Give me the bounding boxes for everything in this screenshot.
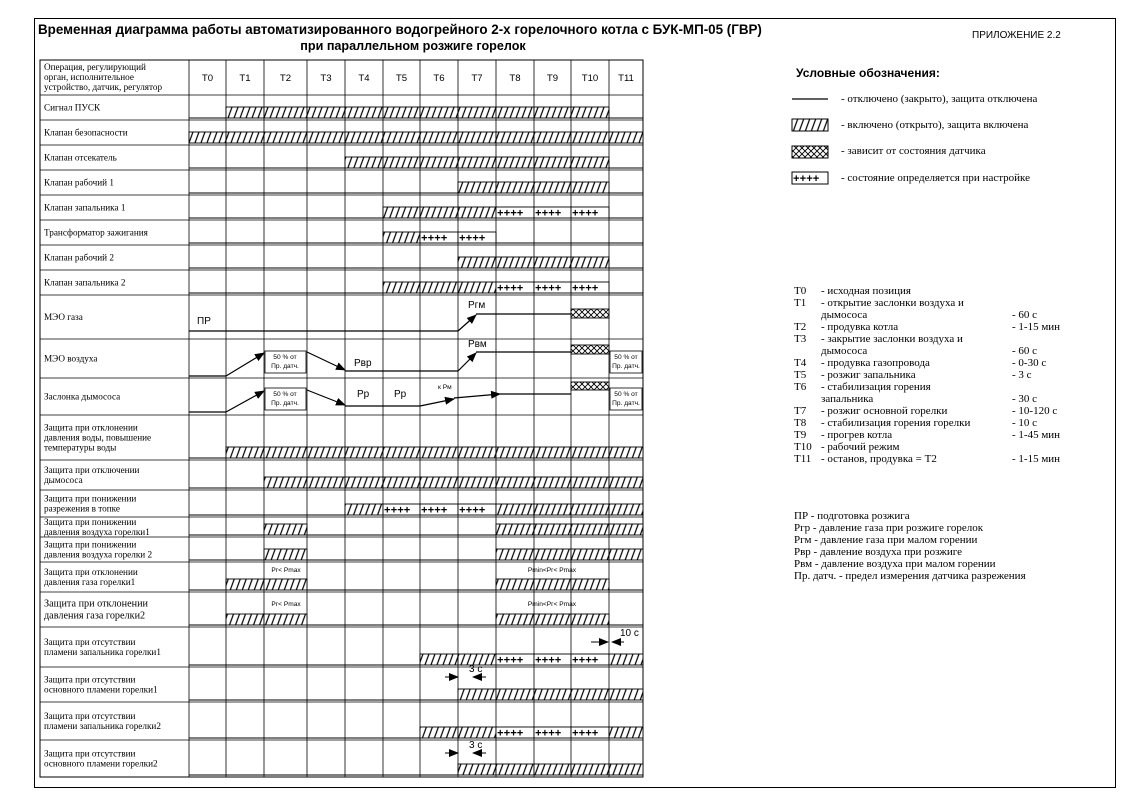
- state-on-bar: [458, 282, 496, 293]
- stage-dur: - 1-15 мин: [1012, 321, 1061, 333]
- abbreviation-item: ПР - подготовка розжига: [794, 510, 910, 522]
- state-on-bar: [534, 447, 571, 458]
- state-on-bar: [496, 132, 534, 143]
- hatch-icon: [792, 119, 828, 131]
- column-header-t9: T9: [546, 73, 559, 84]
- abbreviation-item: Рвр - давление воздуха при розжиге: [794, 546, 963, 558]
- state-on-bar: [571, 107, 609, 118]
- state-on-bar: [496, 504, 534, 515]
- state-on-bar: [458, 689, 496, 700]
- state-on-bar: [383, 207, 420, 218]
- abbreviation-item: Рвм - давление воздуха при малом горении: [794, 558, 996, 570]
- state-on-bar: [226, 132, 264, 143]
- state-on-bar: [534, 524, 571, 535]
- row-label-line: Клапан безопасности: [44, 127, 128, 138]
- stage-code: T7: [794, 405, 807, 417]
- state-on-bar: [571, 579, 609, 590]
- stage-dur: - 30 с: [1012, 393, 1038, 405]
- state-on-bar: [496, 477, 534, 488]
- state-setup-marks: ++++: [497, 655, 524, 668]
- state-on-bar: [383, 282, 420, 293]
- row-label-line: МЭО газа: [44, 312, 83, 322]
- meo-air-sensor-bar: [571, 345, 609, 354]
- damper-open-arrow: [226, 391, 264, 412]
- meo-air-rise-arrow: [458, 353, 476, 371]
- stage-dur: - 0-30 с: [1012, 357, 1047, 369]
- stage-desc: - продувка котла: [821, 321, 899, 333]
- state-on-bar: [571, 447, 609, 458]
- stage-code: T6: [794, 381, 807, 393]
- abbreviation-item: Пр. датч. - предел измерения датчика разрежения: [794, 570, 1026, 582]
- state-on-bar: [420, 654, 458, 665]
- stage-code: T5: [794, 369, 807, 381]
- appendix-label: ПРИЛОЖЕНИЕ 2.2: [972, 30, 1061, 41]
- row-label-line: Клапан рабочий 2: [44, 252, 114, 263]
- row-label-line: Клапан отсекатель: [44, 152, 117, 163]
- state-on-bar: [226, 579, 264, 590]
- legend-item-on: - включено (открыто), защита включена: [841, 119, 1029, 131]
- state-on-bar: [420, 207, 458, 218]
- state-on-bar: [571, 504, 609, 515]
- row-label-line: давления газа горелки1: [44, 577, 136, 587]
- state-on-bar: [534, 549, 571, 560]
- state-setup-marks: ++++: [535, 728, 562, 741]
- state-on-bar: [458, 447, 496, 458]
- svg-text:++++: ++++: [793, 174, 820, 186]
- gas2-pressure-limit: Pг< Pmax: [271, 601, 301, 608]
- gas1-pressure-range: Pmin<Pг< Pmax: [527, 567, 577, 574]
- state-on-bar: [458, 257, 496, 268]
- crosshatch-icon: [792, 146, 828, 158]
- legend-item-sensor: - зависит от состояния датчика: [841, 145, 986, 157]
- state-on-bar: [383, 132, 420, 143]
- column-header-t8: T8: [509, 73, 521, 84]
- state-on-bar: [496, 689, 534, 700]
- column-header-t2: T2: [279, 73, 292, 84]
- state-on-bar: [609, 132, 643, 143]
- state-on-bar: [571, 182, 609, 193]
- state-setup-marks: ++++: [421, 233, 448, 246]
- state-on-bar: [534, 132, 571, 143]
- damper-pct-line2: Пр. датч.: [271, 400, 299, 407]
- state-on-bar: [264, 132, 307, 143]
- row-label-line: пламени запальника горелки2: [44, 721, 161, 731]
- state-on-bar: [571, 257, 609, 268]
- stage-code: T11: [794, 453, 812, 465]
- legend-icons: [790, 88, 840, 198]
- state-on-bar: [496, 579, 534, 590]
- state-on-bar: [496, 549, 534, 560]
- state-on-bar: [534, 614, 571, 625]
- state-on-bar: [534, 764, 571, 775]
- row-label-line: Защита при отсутствии: [44, 674, 136, 685]
- stage-dur: - 60 с: [1012, 309, 1038, 321]
- state-on-bar: [307, 447, 345, 458]
- state-on-bar: [420, 477, 458, 488]
- state-on-bar: [345, 132, 383, 143]
- corner-label-line: Операция, регулирующий: [44, 62, 146, 72]
- state-on-bar: [264, 107, 307, 118]
- stage-desc: запальника: [821, 393, 874, 405]
- state-on-bar: [420, 282, 458, 293]
- state-on-bar: [609, 549, 643, 560]
- state-on-bar: [420, 132, 458, 143]
- damper-rise-arrow: [454, 394, 500, 398]
- state-on-bar: [496, 107, 534, 118]
- row-label-line: Клапан запальника 1: [44, 202, 126, 213]
- stage-desc: - стабилизация горения: [821, 381, 931, 393]
- meo-air-stop-pct-line2: Пр. датч.: [612, 363, 640, 370]
- stage-desc: - закрытие заслонки воздуха и: [821, 333, 963, 345]
- legend-title: Условные обозначения:: [796, 66, 940, 80]
- state-on-bar: [571, 764, 609, 775]
- damper-kpm-label: к Рм: [438, 384, 452, 391]
- row-label-line: Защита при понижении: [44, 493, 137, 504]
- state-setup-marks: ++++: [459, 233, 486, 246]
- meo-air-open-arrow: [226, 353, 264, 376]
- state-on-bar: [420, 447, 458, 458]
- gas2-pressure-range: Pmin<Pг< Pmax: [527, 601, 577, 608]
- stage-code: T2: [794, 321, 807, 333]
- row-label-line: Клапан рабочий 1: [44, 177, 114, 188]
- state-on-bar: [496, 182, 534, 193]
- row-label-line: Защита при отклонении: [44, 598, 148, 610]
- state-on-bar: [609, 447, 643, 458]
- stage-desc: - продувка газопровода: [821, 357, 930, 369]
- state-on-bar: [534, 257, 571, 268]
- state-on-bar: [571, 132, 609, 143]
- column-header-t5: T5: [395, 73, 408, 84]
- state-on-bar: [571, 157, 609, 168]
- state-on-bar: [345, 107, 383, 118]
- state-on-bar: [609, 654, 643, 665]
- pilot1-timeout-label: 10 с: [620, 628, 639, 639]
- row-label-line: основного пламени горелки2: [44, 758, 158, 769]
- row-label-line: давления газа горелки2: [44, 610, 146, 622]
- column-header-t11: T11: [618, 73, 634, 84]
- state-on-bar: [307, 477, 345, 488]
- state-on-bar: [609, 727, 643, 738]
- meo-air-close-arrow: [307, 352, 345, 370]
- meo-air-stop-pct-line1: 50 % от: [614, 354, 638, 361]
- row-label-line: Защита при отключении: [44, 465, 140, 475]
- stage-dur: - 1-45 мин: [1012, 429, 1061, 441]
- row-label-line: Трансформатор зажигания: [44, 227, 148, 238]
- state-setup-marks: ++++: [572, 728, 599, 741]
- state-on-bar: [420, 157, 458, 168]
- row-label-line: дымососа: [44, 475, 83, 485]
- state-on-bar: [226, 107, 264, 118]
- column-header-t1: T1: [239, 73, 251, 84]
- state-on-bar: [496, 614, 534, 625]
- row-label-line: МЭО воздуха: [44, 353, 98, 364]
- meo-air-rvm-label: Рвм: [468, 339, 487, 350]
- state-on-bar: [383, 157, 420, 168]
- state-on-bar: [345, 447, 383, 458]
- stage-desc: - розжиг основной горелки: [821, 405, 948, 417]
- row-label-line: Защита при понижении: [44, 517, 137, 527]
- row-label-line: Защита при отклонении: [44, 422, 138, 433]
- state-on-bar: [571, 524, 609, 535]
- state-on-bar: [534, 579, 571, 590]
- meo-gas-rgm-label: Ргм: [468, 300, 486, 311]
- state-on-bar: [307, 132, 345, 143]
- stage-dur: - 3 с: [1012, 369, 1032, 381]
- state-on-bar: [420, 107, 458, 118]
- column-header-t6: T6: [433, 73, 445, 84]
- row-label-line: давления воздуха горелки1: [44, 527, 150, 537]
- main2-timeout-label: 3 с: [469, 740, 483, 751]
- state-on-bar: [534, 157, 571, 168]
- damper-rr-label-1: Рр: [357, 389, 370, 400]
- damper-stop-pct-line1: 50 % от: [614, 391, 638, 398]
- abbreviation-item: Ргр - давление газа при розжиге горелок: [794, 522, 984, 534]
- stage-desc: дымососа: [821, 345, 868, 357]
- state-on-bar: [189, 132, 226, 143]
- state-on-bar: [226, 447, 264, 458]
- stage-desc: - останов, продувка = T2: [821, 453, 937, 465]
- damper-rr-label-2: Рр: [394, 389, 407, 400]
- state-on-bar: [609, 524, 643, 535]
- stage-dur: - 1-15 мин: [1012, 453, 1061, 465]
- row-label-line: Защита при отсутствии: [44, 637, 136, 647]
- meo-air-pct-line1: 50 % от: [273, 354, 297, 361]
- state-on-bar: [264, 524, 307, 535]
- corner-label-line: орган, исполнительное: [44, 72, 134, 82]
- state-setup-marks: ++++: [535, 655, 562, 668]
- gas1-pressure-limit: Pг< Pmax: [271, 567, 301, 574]
- meo-gas-pr-label: ПР: [197, 316, 211, 327]
- state-on-bar: [383, 107, 420, 118]
- stage-dur: - 10 с: [1012, 417, 1038, 429]
- state-on-bar: [534, 504, 571, 515]
- stage-desc: - исходная позиция: [821, 285, 911, 297]
- column-header-t4: T4: [358, 73, 370, 84]
- state-setup-marks: ++++: [535, 208, 562, 221]
- abbreviation-item: Ргм - давление газа при малом горении: [794, 534, 978, 546]
- stage-code: T3: [794, 333, 807, 345]
- stage-code: T1: [794, 297, 807, 309]
- state-on-bar: [609, 764, 643, 775]
- legend-item-off: - отключено (закрыто), защита отключена: [841, 93, 1038, 105]
- state-on-bar: [534, 477, 571, 488]
- state-on-bar: [420, 727, 458, 738]
- corner-label-line: устройство, датчик, регулятор: [44, 82, 163, 92]
- state-setup-marks: ++++: [572, 283, 599, 296]
- state-on-bar: [345, 504, 383, 515]
- stage-desc: - прогрев котла: [821, 429, 893, 441]
- legend-item-setup: - состояние определяется при настройке: [841, 172, 1030, 184]
- state-on-bar: [496, 447, 534, 458]
- row-label-line: Заслонка дымососа: [44, 391, 121, 402]
- state-on-bar: [571, 614, 609, 625]
- damper-pct-line1: 50 % от: [273, 391, 297, 398]
- state-on-bar: [383, 447, 420, 458]
- state-setup-marks: ++++: [535, 283, 562, 296]
- stage-dur: - 60 с: [1012, 345, 1038, 357]
- state-on-bar: [383, 477, 420, 488]
- state-on-bar: [609, 477, 643, 488]
- state-on-bar: [458, 157, 496, 168]
- state-on-bar: [345, 477, 383, 488]
- stage-code: T10: [794, 441, 812, 453]
- state-on-bar: [345, 157, 383, 168]
- damper-sensor-bar: [571, 382, 609, 390]
- row-label-line: разрежения в топке: [44, 503, 120, 514]
- state-on-bar: [458, 107, 496, 118]
- stage-desc: - рабочий режим: [821, 441, 900, 453]
- state-on-bar: [264, 579, 307, 590]
- state-on-bar: [264, 447, 307, 458]
- state-setup-marks: ++++: [384, 505, 411, 518]
- row-label-line: пламени запальника горелки1: [44, 647, 161, 657]
- column-header-t10: T10: [581, 73, 599, 84]
- column-header-t3: T3: [320, 73, 332, 84]
- state-on-bar: [571, 477, 609, 488]
- stage-desc: - открытие заслонки воздуха и: [821, 297, 964, 309]
- stage-code: T8: [794, 417, 807, 429]
- state-on-bar: [458, 132, 496, 143]
- state-setup-marks: ++++: [497, 728, 524, 741]
- stage-code: T4: [794, 357, 807, 369]
- state-on-bar: [383, 232, 420, 243]
- row-label-line: температуры воды: [44, 442, 117, 453]
- stage-desc: дымососа: [821, 309, 868, 321]
- row-label-line: Защита при отсутствии: [44, 748, 136, 759]
- state-on-bar: [458, 477, 496, 488]
- plus-icon: [792, 172, 828, 186]
- state-on-bar: [458, 764, 496, 775]
- row-label-line: давления воздуха горелки 2: [44, 549, 153, 560]
- state-setup-marks: ++++: [459, 505, 486, 518]
- row-label-line: Защита при понижении: [44, 539, 137, 550]
- row-label-line: Клапан запальника 2: [44, 277, 126, 288]
- state-setup-marks: ++++: [421, 505, 448, 518]
- row-label-line: Защита при отсутствии: [44, 711, 136, 721]
- row-label-line: давления воды, повышение: [44, 432, 152, 443]
- state-on-bar: [571, 689, 609, 700]
- column-header-t0: T0: [201, 73, 214, 84]
- meo-air-rvr-label: Рвр: [354, 358, 372, 369]
- state-on-bar: [496, 524, 534, 535]
- damper-close-arrow: [307, 390, 345, 405]
- main1-timeout-label: 3 с: [469, 664, 483, 675]
- stage-code: T9: [794, 429, 807, 441]
- state-on-bar: [534, 689, 571, 700]
- state-on-bar: [534, 107, 571, 118]
- state-on-bar: [609, 689, 643, 700]
- meo-gas-rise-arrow: [458, 315, 476, 331]
- state-on-bar: [534, 182, 571, 193]
- state-on-bar: [496, 257, 534, 268]
- meo-gas-sensor-bar: [571, 309, 609, 318]
- state-on-bar: [571, 549, 609, 560]
- state-on-bar: [307, 107, 345, 118]
- row-label-line: Сигнал ПУСК: [44, 102, 101, 113]
- state-on-bar: [496, 764, 534, 775]
- stage-desc: - розжиг запальника: [821, 369, 916, 381]
- state-on-bar: [496, 157, 534, 168]
- state-setup-marks: ++++: [572, 208, 599, 221]
- column-header-t7: T7: [471, 73, 483, 84]
- diagram-subtitle: при параллельном розжиге горелок: [300, 39, 526, 53]
- state-on-bar: [264, 549, 307, 560]
- state-on-bar: [226, 614, 264, 625]
- state-setup-marks: ++++: [497, 208, 524, 221]
- row-label-line: основного пламени горелки1: [44, 684, 158, 695]
- state-setup-marks: ++++: [572, 655, 599, 668]
- state-setup-marks: ++++: [497, 283, 524, 296]
- row-label-line: Защита при отклонении: [44, 567, 138, 577]
- damper-kpm-arrow: [420, 399, 454, 406]
- state-on-bar: [609, 504, 643, 515]
- stage-desc: - стабилизация горения горелки: [821, 417, 971, 429]
- damper-stop-pct-line2: Пр. датч.: [612, 400, 640, 407]
- diagram-title: Временная диаграмма работы автоматизированного водогрейного 2-х горелочного котла с БУК-МП-05 (ГВР): [38, 22, 762, 37]
- state-on-bar: [458, 207, 496, 218]
- stage-dur: - 10-120 с: [1012, 405, 1058, 417]
- state-on-bar: [458, 182, 496, 193]
- stage-code: T0: [794, 285, 807, 297]
- state-on-bar: [458, 727, 496, 738]
- state-on-bar: [264, 614, 307, 625]
- meo-air-pct-line2: Пр. датч.: [271, 363, 299, 370]
- state-on-bar: [264, 477, 307, 488]
